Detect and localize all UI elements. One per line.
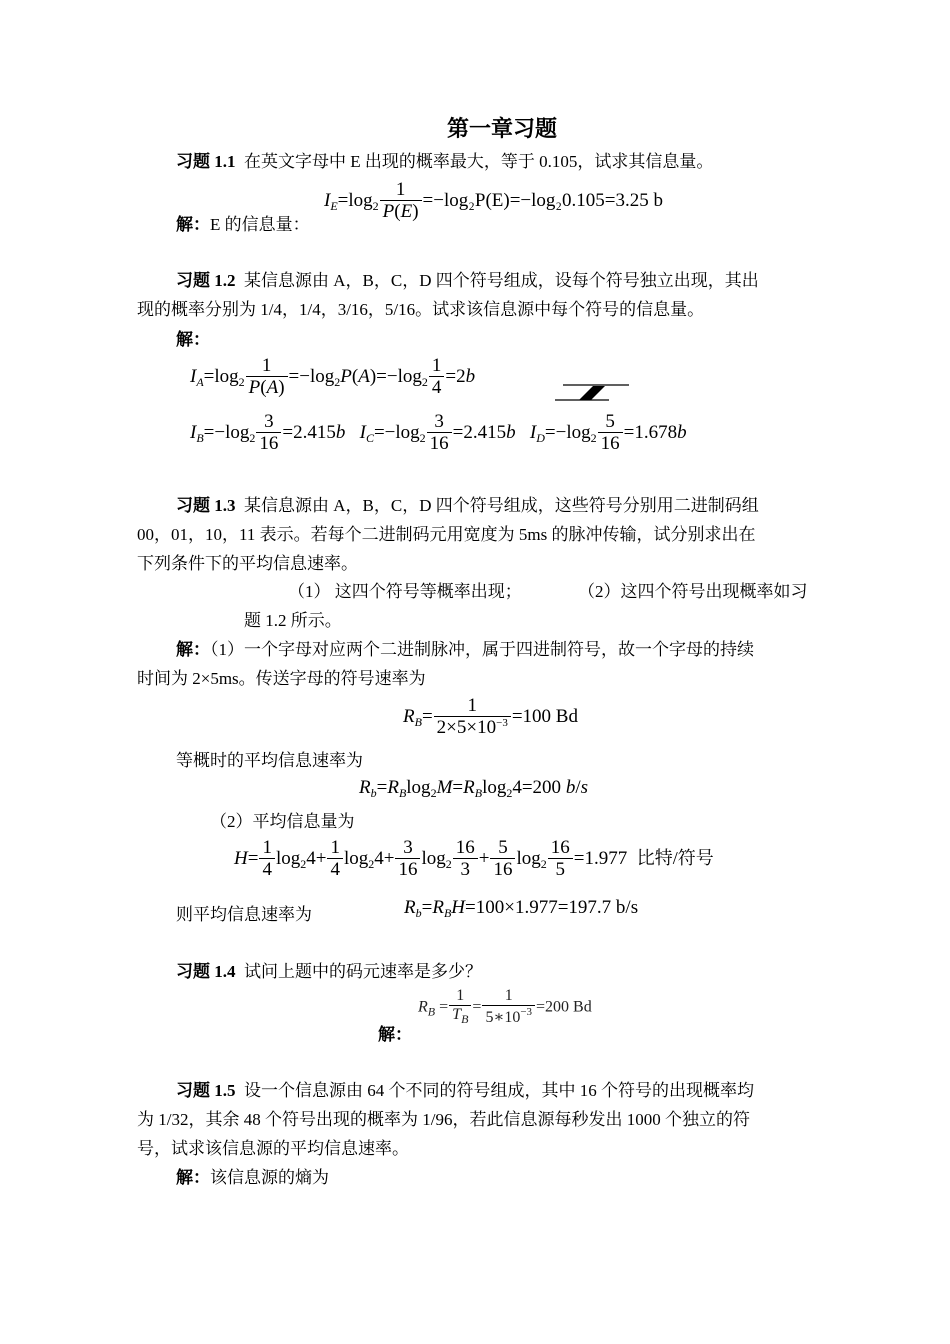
equation-rb-result: =100 Bd (511, 705, 578, 727)
problem-text: 设一个信息源由 64 个不同的符号组成，其中 16 个符号的出现概率均 (244, 1081, 754, 1100)
problem-text-line2: 现的概率分别为 1/4，1/4，3/16，5/16。试求该信息源中每个符号的信息量。 (137, 300, 705, 319)
equation-ie-rest: =−log₂P(E)=−log₂0.105=3.25 b (422, 189, 664, 211)
solution-label: 解： (176, 215, 210, 234)
solution-text: E 的信息量： (210, 215, 310, 234)
equation-rb-final-rest: =100×1.977=197.7 b/s (465, 897, 639, 918)
problem-text-line2: 00，01，10，11 表示。若每个二进制码元用宽度为 5ms 的脉冲传输，试分别求出在 (137, 525, 756, 544)
condition-2: （2）这四个符号出现概率如习 (578, 582, 808, 601)
equation-rb-14-result: =200 Bd (536, 998, 592, 1016)
solution-1-5 (176, 1169, 329, 1186)
equation-h: H= $\frac{1}{4}$ $\log_24+$ $\frac{1}{4}$ $\log_24+$ $\frac{3}{16}$ $\log_2$ $\frac{16}{3}$ + $\frac{5}{16}$ $\log_2$ $\frac{16}{5}$ =1.977 比特/符号 (234, 837, 714, 880)
text-then-rate: 则平均信息速率为 (176, 905, 312, 924)
solution-text-line2: 时间为 2×5ms。传送字母的符号速率为 (137, 669, 426, 688)
solution-text: 该信息源的熵为 (210, 1168, 329, 1187)
problem-text: 在英文字母中 E 出现的概率最大，等于 0.105，试求其信息量。 (244, 152, 714, 171)
text-avg-info: （2）平均信息量为 (210, 812, 355, 831)
problem-1-5 (176, 1082, 754, 1099)
problem-text-line3: 下列条件下的平均信息速率。 (137, 554, 358, 573)
problem-1-3 (176, 497, 759, 514)
solution-text: （1）一个字母对应两个二进制脉冲，属于四进制符号，故一个字母的持续 (210, 640, 754, 659)
equation-ib-ic-id: $I_B=-\log_2$ $\frac{3}{16}$ =2.415b $I_C=-\log_2$ $\frac{3}{16}$ =2.415b $I_D=-\log_2$ $\frac{5}{16}$ =1.678b (190, 411, 687, 454)
condition-2-cont: 题 1.2 所示。 (244, 611, 342, 630)
problem-text-line2: 为 1/32，其余 48 个符号出现的概率为 1/96，若此信息源每秒发出 1000 个独立的符 (137, 1110, 750, 1129)
equation-ia: $I_A=\log_2$ $\frac{1}{P(A)}$ $=-\log_2P(A)=-\log_2$ $\frac{1}{4}$ =2b (190, 355, 476, 398)
problem-label: 习题 1.2 (176, 271, 236, 290)
page-title: 第一章习题 (447, 116, 558, 141)
solution-1-3 (176, 641, 754, 658)
text-equal-prob: 等概时的平均信息速率为 (176, 751, 363, 770)
solution-1-1 (176, 216, 310, 233)
solution-label: 解： (176, 1168, 210, 1187)
equation-rb-info: $R_b=R_B\log_2M=R_B\log_24=200$ b/s (359, 777, 588, 800)
problem-1-4 (176, 963, 482, 980)
unit-bits-per-symbol: 比特/符号 (636, 847, 714, 868)
decorative-mark (553, 383, 631, 403)
solution-label: 解： (176, 640, 210, 659)
problem-text: 某信息源由 A，B，C，D 四个符号组成，设每个符号独立出现，其出 (244, 271, 759, 290)
problem-text: 试问上题中的码元速率是多少？ (244, 962, 482, 981)
equation-rb-14: $R_B$ = $\frac{1}{T_B}$ = $\frac{1}{5∗10^{-3}}$ =200 Bd (418, 987, 592, 1027)
problem-1-2 (176, 272, 759, 289)
problem-1-1 (176, 153, 713, 170)
problem-label: 习题 1.4 (176, 962, 236, 981)
condition-1: （1） 这四个符号等概率出现； (288, 582, 522, 601)
problem-label: 习题 1.3 (176, 496, 236, 515)
problem-label: 习题 1.1 (176, 152, 236, 171)
problem-label: 习题 1.5 (176, 1081, 236, 1100)
solution-label: 解： (378, 1025, 412, 1044)
equation-rb: $R_B=$ $\frac{1}{2\times 5\times 10^{-3}}$ =100 Bd (403, 695, 578, 738)
problem-text: 某信息源由 A，B，C，D 四个符号组成，这些符号分别用二进制码组 (244, 496, 759, 515)
problem-text-line3: 号，试求该信息源的平均信息速率。 (137, 1139, 409, 1158)
equation-rb-final: $R_b=R_BH=100\times 1.977=197.7$ b/s (404, 897, 639, 920)
solution-label: 解： (176, 330, 210, 349)
equation-ie: $I_E=\log_2$ $\frac{1}{P(E)}$ =−log₂P(E)=−log₂0.105=3.25 b (324, 179, 664, 222)
